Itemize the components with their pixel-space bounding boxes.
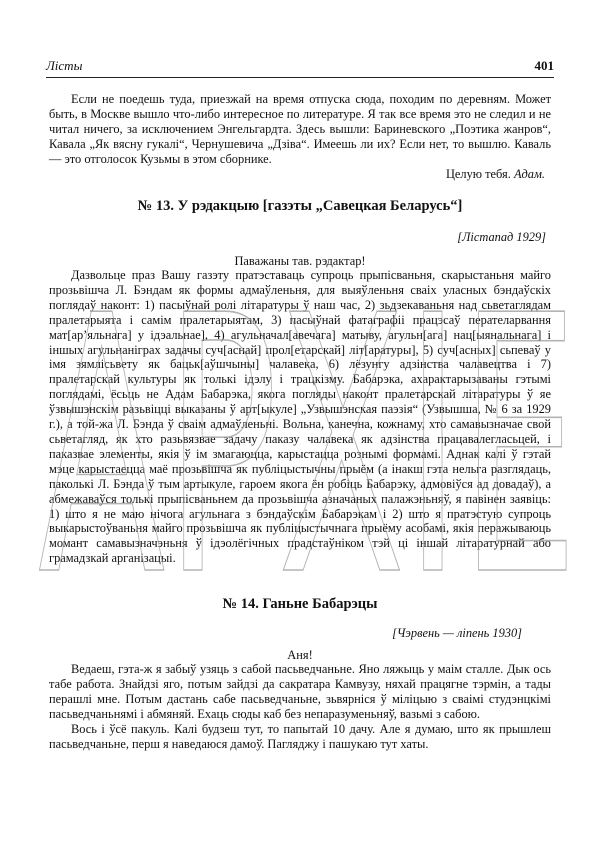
letter-14-date: [Чэрвень — ліпень 1930]: [392, 626, 522, 640]
letter-13-salutation-block: [49, 254, 551, 269]
intro-block: [49, 92, 551, 181]
svg-text:APXIE: APXIE: [38, 240, 578, 620]
running-title: Лісты: [46, 58, 83, 73]
letter-14-body: [49, 662, 551, 751]
closing-text: Целую тебя.: [445, 166, 511, 181]
letter-14-heading-block: [49, 596, 551, 613]
letter-14-salutation: Аня!: [287, 648, 313, 662]
page-number: 401: [534, 58, 554, 73]
letter-13-heading: № 13. У рэдакцыю [газэты „Савецкая Беларусь“]: [137, 198, 463, 214]
header-rule: [46, 77, 554, 78]
letter-13-body: [49, 268, 551, 566]
letter-14-salutation-block: [49, 648, 551, 663]
letter-14-date-block: [49, 626, 522, 641]
letter-13-heading-block: [49, 198, 551, 215]
signature: Адам.: [513, 166, 545, 181]
letter-13-date: [Лістапад 1929]: [457, 230, 546, 244]
intro-paragraph: Если не поедешь туда, приезжай на время отпуска сюда, походим по деревням. Может быть, в Москве вышло что-либо интересное по литературе. Я так все время это не следил и не читал ничего, за исключением Энгельгардта. Здесь вышли: Бариневского „Поэтика жанров“, Кавала „Як вясну гукалі“, Чернушевича „Дзіва“. Имеешь ли их? Если нет, то вышлю. Каваль — это отголосок Кузьмы в этом сборнике.: [49, 92, 551, 166]
page-header: [46, 58, 554, 76]
letter-13-paragraph: Дазвольце праз Вашу газэту пратэставаць супроць прыпісваньня, скарыстаньня майго прозьвішча Л. Бэндам як формы адмаўленьня, для выяўленьня сваіх уласных бэндаўскіх поглядаў наконт: 1) пасыўнай ролі літаратуры ў наш час, 2) зьдзекаваньня над сьветаглядам пралетарыята і самім пралетарыятам, 3) пасыўнай фатаграфіі працэсаў перателарвання мат[ар’яльнага] у ідэальнае], 4) агульначал[авечага] матыву, агульн[ага] нац[ыянальнага] і іншых агульнаніграх задачы суч[аснай] прол[етарскай] літ[аратуры], 5) суч[асных] сьпеваў у імя зямлісьвету як бацьк[аўшчыны] чалавека, 6) лёзунгу адзінства чалавецтва і 7) пралетарскай культуры як толькі ідэлу і трацкізму. Бабарэка, ахарактарызаваны гэтымі поглядамі, ёсьць не Адам Бабарэка, якога погляды наконт пралетарскай літаратуры ў яе ўзвышэнскім разьвіцці выказаны ў арт[ыкуле] „Узвышэнская паэзія“ (Узвышша, № 6 за 1929 г.), а той-жа Л. Бэнда ў сваім адмаўленьні. Вольна, канечна, кожнаму, хто самавызначае свой сьветагляд, як хто разьвязвае задачу паказу чалавека як адзінства працавалегласьцей, і паказвае элементы, якія ў ім змагаюцца, карыстацца рознымі формамі. Аднак калі ў гэтай мэце карыстаецца маё прозьвішча як публіцыстычны прыём (а інакш гэта нельга разглядаць, паколькі Л. Бэнда ў тым артыкуле, гароем якога ён робіць Бабарэку, адмовіўся ад довадаў), а абмежаваўся толькі прыпісваньнем да прозьвішча азначаных палажэньняў, я павінен заявіць: 1) што я не маю нічога агульнага з бэндаўскім Бабарэкам і 2) што я пратэстую супроць выкарыстоўваньня майго прозьвішча як публіцыстычнага прыёму асобамі, якія перажываюць момант самавызначэньня ў ідэолёгічных прадстаўніком тэй ці іншай літаратурнай або грамадзкай арганізацыі.: [49, 268, 551, 566]
letter-14-paragraph-1: Ведаеш, гэта-ж я забыў узяць з сабой пасьведчаньне. Яно ляжыць у маім сталле. Дык ось табе работа. Знайдзі яго, потым зайдзі да сакратара Камвузу, няхай працягне тэрмін, а тады перашлі мне. Потым дастань сабе пасьведчаньне, зьвярніся ў міліцыю з сваімі студэнцкімі пасьведчаньнямі і абмяняй. Ехаць сюды каб без непаразуменьняў, вазьмі з сабою.: [49, 662, 551, 721]
letter-13-salutation: Паважаны тав. рэдактар!: [234, 254, 366, 268]
letter-14-paragraph-2: Вось і ўсё пакуль. Калі будзеш тут, то папытай 10 дачу. Але я думаю, што як прышлеш пасьведчаньне, перш я наведаюся дамоў. Пагляджу і пашукаю тут хаты.: [49, 721, 551, 751]
intro-signature-line: [49, 167, 551, 182]
letter-13-date-block: [49, 230, 546, 245]
letter-14-heading: № 14. Ганьне Бабарэцы: [222, 596, 378, 612]
